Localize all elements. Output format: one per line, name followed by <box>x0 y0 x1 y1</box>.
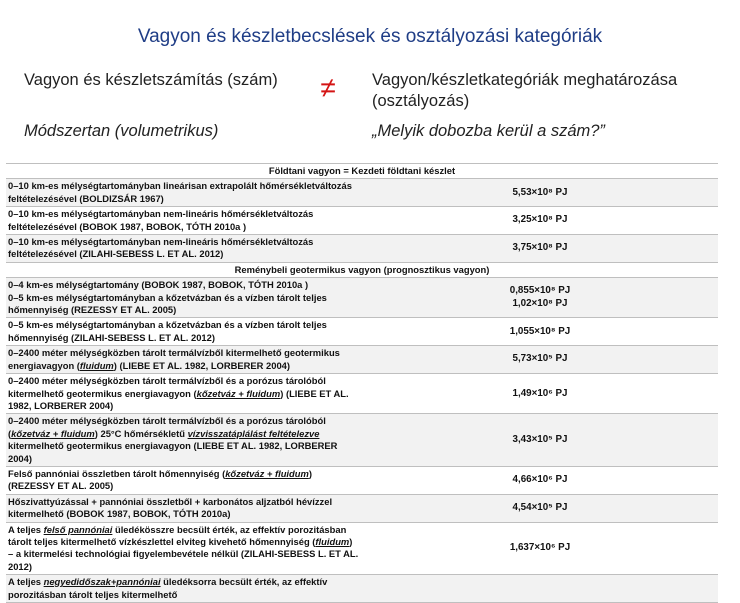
table-row <box>6 466 718 494</box>
row-value: 3,75×10⁸ PJ <box>362 235 718 263</box>
underlined-term: kőzetváz + fluidum <box>196 387 281 399</box>
table-row <box>6 575 718 603</box>
right-subheading: „Melyik dobozba kerül a szám?” <box>372 122 605 140</box>
section-title: Földtani vagyon = Kezdeti földtani készlet <box>6 164 718 179</box>
table-row <box>6 522 718 575</box>
table-row <box>6 278 718 318</box>
text-segment: ) (REZESSY ET AL. 2005) <box>8 467 312 492</box>
text-segment: 0–2400 méter mélységközben tárolt termálvízből kitermelhető geotermikus energiavagyon ( <box>8 347 340 371</box>
row-value: 3,25×10⁸ PJ <box>362 207 718 235</box>
row-value <box>362 278 718 318</box>
row-value-empty <box>362 575 718 603</box>
row-value: 5,53×10⁸ PJ <box>362 179 718 207</box>
row-value: 5,73×10⁵ PJ <box>362 346 718 374</box>
row-description: 0–10 km-es mélységtartományban lineárisan extrapolált hőmérsékletváltozás feltételezésével (BOLDIZSÁR 1967) <box>6 179 362 207</box>
table-row <box>6 494 718 522</box>
text-segment: 0–2400 méter mélységközben tárolt termálvízből és a porózus tárolóból kitermelhető geotermikus energiavagyon ( <box>8 375 326 399</box>
text-segment: Felső pannóniai összletben tárolt hőmennyiség ( <box>8 467 226 479</box>
text-segment: ) – a kitermelési technológiai figyelembevétele nélkül (ZILAHI-SEBESS L. ET AL. 2012) <box>8 535 359 572</box>
table-row <box>6 235 718 263</box>
row-description: 0–5 km-es mélységtartományban a kőzetvázban és a vízben tárolt teljes hőmennyiség (ZILAHI-SEBESS L. ET AL. 2012) <box>6 318 362 346</box>
underlined-term: fluidum <box>79 359 114 371</box>
text-segment: kitermelhető geotermikus energiavagyon (LIEBE ET AL. 1982, LORBERER 2004) <box>8 440 338 464</box>
left-subheading: Módszertan (volumetrikus) <box>24 122 219 140</box>
underlined-term: vízvisszatáplálást feltételezve <box>187 427 320 439</box>
underlined-term: fluidum <box>315 535 350 547</box>
row-description <box>6 522 362 575</box>
row-value: 4,54×10⁵ PJ <box>362 494 718 522</box>
left-heading: Vagyon és készletszámítás (szám) <box>24 71 278 89</box>
row-description: 0–10 km-es mélységtartományban nem-lineáris hőmérsékletváltozás feltételezésével (ZILAHI-SEBESS L. ET AL. 2012) <box>6 235 362 263</box>
text-segment: üledékösszre becsült érték, az effektív porozitásban tárolt teljes kitermelhető vízkészlettel elviteg kivehető hőmennyiség ( <box>8 523 347 547</box>
text-segment: A teljes <box>8 523 44 535</box>
text-segment: 0–2400 méter mélységközben tárolt termálvízből és a porózus tárolóból ( <box>8 415 326 439</box>
row-value: 3,43×10⁵ PJ <box>362 414 718 467</box>
table-row <box>6 318 718 346</box>
table-section-header <box>6 164 718 179</box>
row-description <box>6 466 362 494</box>
text-segment: üledéksorra becsült érték, az effektív porozitásban tárolt teljes kitermelhető <box>8 576 328 600</box>
row-description <box>6 278 362 318</box>
row-description-line: 0–4 km-es mélységtartomány (BOBOK 1987, BOBOK, TÓTH 2010a ) <box>8 279 309 291</box>
not-equal-symbol: ≠ <box>320 72 336 103</box>
row-description <box>6 414 362 467</box>
row-value: 1,49×10⁶ PJ <box>362 374 718 414</box>
text-segment: ) (LIEBE ET AL. 1982, LORBERER 2004) <box>8 387 349 411</box>
text-segment: ) (LIEBE ET AL. 1982, LORBERER 2004) <box>113 359 291 371</box>
underlined-term: felső pannóniai <box>43 523 113 535</box>
table-row <box>6 179 718 207</box>
text-segment: ) 25°C hőmérsékletű <box>94 427 188 439</box>
row-value-line: 0,855×10⁸ PJ <box>509 285 571 297</box>
underlined-term: negyedidőszak+pannóniai <box>43 576 161 588</box>
row-description: Hőszivattyúzással + pannóniai összletből + karbonátos aljzatból hévízzel kitermelhető (BOBOK 1987, BOBOK, TÓTH 2010a) <box>6 494 362 522</box>
right-heading: Vagyon/készletkategóriák meghatározása (osztályozás) <box>372 71 678 110</box>
row-value: 4,66×10⁶ PJ <box>362 466 718 494</box>
row-value: 1,055×10⁸ PJ <box>362 318 718 346</box>
row-description-line: 0–5 km-es mélységtartományban a kőzetvázban és a vízben tárolt teljes hőmennyiség (REZESSY ET AL. 2005) <box>8 291 327 316</box>
row-description <box>6 575 362 603</box>
underlined-term: kőzetváz + fluidum <box>11 427 95 439</box>
resource-table <box>6 163 718 603</box>
row-value-line: 1,02×10⁸ PJ <box>512 297 568 309</box>
row-description <box>6 346 362 374</box>
table-section-header <box>6 262 718 277</box>
row-description <box>6 374 362 414</box>
text-segment: A teljes <box>8 576 44 588</box>
row-description: 0–10 km-es mélységtartományban nem-lineáris hőmérsékletváltozás feltételezésével (BOBOK 1987, BOBOK, TÓTH 2010a ) <box>6 207 362 235</box>
table-row <box>6 207 718 235</box>
underlined-term: kőzetváz + fluidum <box>225 467 309 479</box>
table-row <box>6 414 718 467</box>
table-row <box>6 374 718 414</box>
section-title: Reménybeli geotermikus vagyon (prognosztikus vagyon) <box>6 262 718 277</box>
table-row <box>6 346 718 374</box>
row-value: 1,637×10⁶ PJ <box>362 522 718 575</box>
slide-title: Vagyon és készletbecslések és osztályozási kategóriák <box>137 26 603 47</box>
